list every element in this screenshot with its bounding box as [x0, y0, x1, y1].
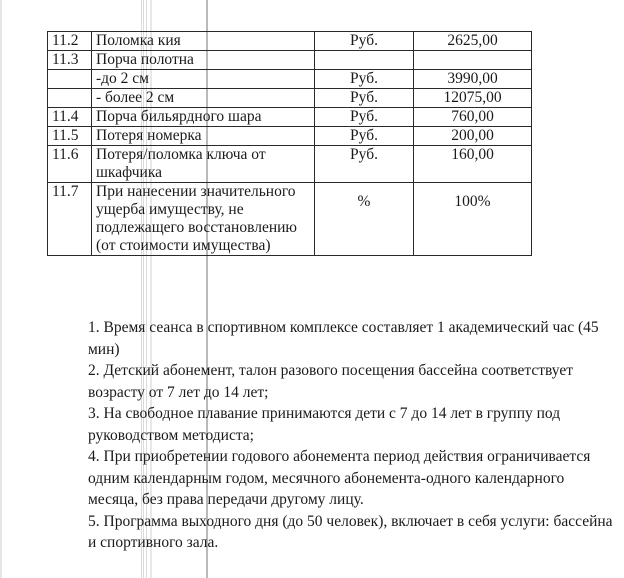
- price-table: [47, 31, 532, 256]
- note-item: 5. Программа выходного дня (до 50 человек), включает в себя услуги: бассейна и спортивного зала.: [88, 512, 613, 551]
- table-row: [48, 183, 532, 256]
- note-item: 3. На свободное плавание принимаются дети с 7 до 14 лет в группу под руководством методиста;: [88, 405, 561, 444]
- notes-list: [88, 317, 618, 554]
- row-service: При нанесении значительного ущерба имуществу, не подлежащего восстановлению (от стоимости имущества): [92, 183, 315, 256]
- row-unit: Руб.: [315, 32, 414, 51]
- table-row: [48, 127, 532, 146]
- row-service: Потеря номерка: [92, 127, 315, 146]
- row-number: 11.2: [48, 32, 92, 51]
- row-unit: Руб.: [315, 108, 414, 127]
- row-number: 11.7: [48, 183, 92, 256]
- row-number: 11.5: [48, 127, 92, 146]
- row-unit: [315, 51, 414, 70]
- table-row: [48, 146, 532, 183]
- row-unit: Руб.: [315, 89, 414, 108]
- table-row: [48, 70, 532, 89]
- table-row: [48, 108, 532, 127]
- row-unit: Руб.: [315, 127, 414, 146]
- row-unit: Руб.: [315, 70, 414, 89]
- note-item: 2. Детский абонемент, талон разового посещения бассейна соответствует возрасту от 7 лет до 14 лет;: [88, 362, 574, 401]
- row-number: 11.3: [48, 51, 92, 70]
- row-service: Порча полотна: [92, 51, 315, 70]
- table-row: [48, 51, 532, 70]
- row-service: - более 2 см: [92, 89, 315, 108]
- row-price: 3990,00: [414, 70, 532, 89]
- table-row: [48, 89, 532, 108]
- row-price: 760,00: [414, 108, 532, 127]
- row-price: 12075,00: [414, 89, 532, 108]
- scan-artifact-line: [0, 0, 2, 578]
- row-number: [48, 70, 92, 89]
- row-price: 200,00: [414, 127, 532, 146]
- row-service: Потеря/поломка ключа от шкафчика: [92, 146, 315, 183]
- note-item: 1. Время сеанса в спортивном комплексе составляет 1 академический час (45 мин): [88, 319, 599, 358]
- row-number: 11.6: [48, 146, 92, 183]
- row-number: [48, 89, 92, 108]
- row-service: Поломка кия: [92, 32, 315, 51]
- row-service: -до 2 см: [92, 70, 315, 89]
- row-number: 11.4: [48, 108, 92, 127]
- note-item: 4. При приобретении годового абонемента период действия ограничивается одним календарным годом, месячного абонемента-одного календарного месяца, без права передачи другому лицу.: [88, 448, 591, 508]
- row-service: Порча бильярдного шара: [92, 108, 315, 127]
- row-price: 160,00: [414, 146, 532, 183]
- row-price: 100%: [414, 183, 532, 256]
- row-unit: Руб.: [315, 146, 414, 183]
- table-row: [48, 32, 532, 51]
- row-unit: %: [315, 183, 414, 256]
- row-price: [414, 51, 532, 70]
- row-price: 2625,00: [414, 32, 532, 51]
